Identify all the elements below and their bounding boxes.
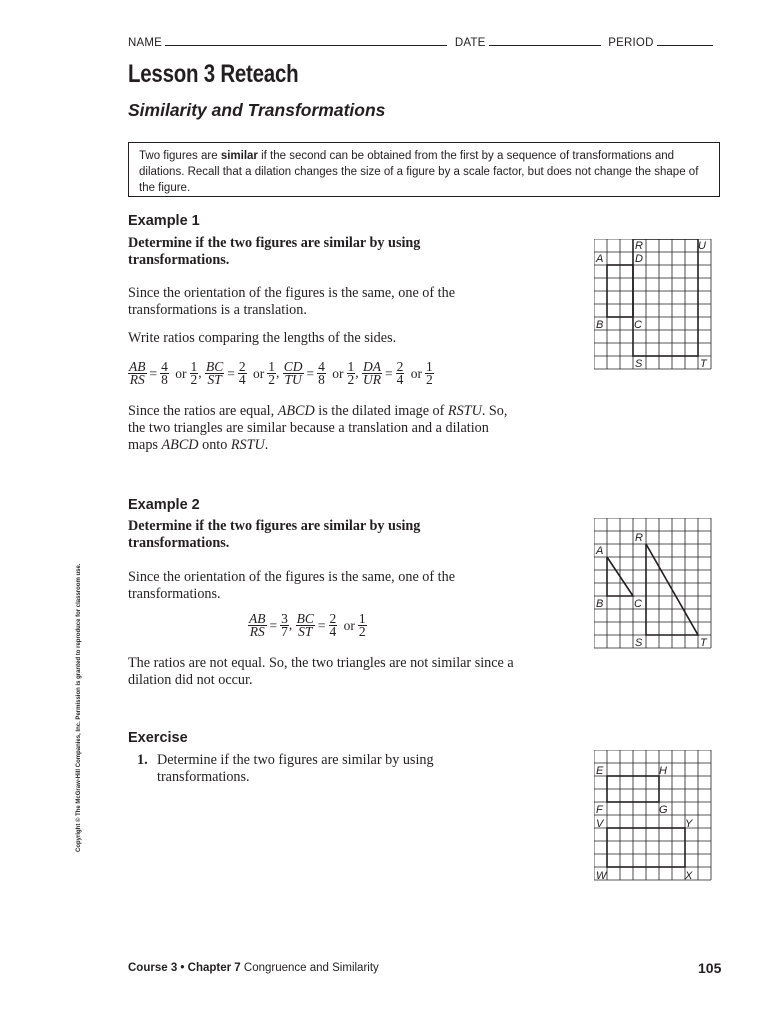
date-field[interactable] [489,34,601,46]
ratio-num: 4 [318,359,325,374]
example2-conclusion: The ratios are not equal. So, the two triangles are not similar since a dilation did not occur. [128,655,514,688]
or-word: or [332,365,344,381]
ratio-den: ST [298,624,313,639]
date-label: DATE [454,37,486,49]
label-u: U [698,240,706,252]
label-d: D [635,253,643,265]
or-word: or [343,617,355,633]
label-b: B [596,319,604,331]
period-label: PERIOD [608,37,654,49]
label-c: C [634,598,642,610]
label-v: V [596,818,604,830]
ratio-num: 1 [347,359,355,374]
ratio-bc-st: $\frac{BC}{ST}$ = $\frac{2}{4}$ or $\frac{1}{2}$ [296,611,366,639]
example2-graph [594,518,722,649]
footer-chapter-title: Congruence and Similarity [243,962,379,974]
conclusion-var: RSTU [447,403,482,419]
ratio-num: AB [249,611,266,626]
conclusion-var: RSTU [230,437,265,453]
label-a: A [596,545,604,557]
label-y: Y [685,818,693,830]
ratio-den: ST [207,372,222,387]
example2-heading: Example 2 [128,497,200,513]
label-r: R [635,240,643,252]
ratio-den: RS [129,372,145,387]
footer-chapter: Chapter 7 [187,962,241,974]
example2-prompt: Determine if the two figures are similar by using transformations. [128,518,421,551]
label-g: G [659,804,668,816]
exercise-text: Determine if the two figures are similar by using transformations. [157,752,434,785]
name-label: NAME [128,37,163,49]
header-bar [128,34,728,49]
definition-text-end: if the second can be obtained from the first by a sequence of transformations and dilations. Recall that a dilation changes the size of a figure by a scale factor, but does not change the shape of the figure. [139,150,699,194]
page-number: 105 [698,960,722,976]
label-c: C [634,319,642,331]
name-field[interactable] [165,34,447,46]
ratio-num: 2 [329,611,337,626]
ratio-num: 4 [161,359,168,374]
ratio-den: 4 [396,372,404,387]
copyright-notice: Copyright © The McGraw-Hill Companies, Inc. Permission is granted to reproduce for classroom use. [76,563,82,852]
ratio-num: 1 [426,359,433,374]
label-b: B [596,598,604,610]
ratio-den: 2 [347,372,355,387]
ratio-den: RS [249,624,265,639]
conclusion-var: ABCD [161,437,199,453]
ratio-den: 8 [161,372,168,387]
label-e: E [596,765,604,777]
or-word: or [410,365,423,381]
ratio-num: CD [283,359,303,374]
conclusion-text: . So, the two triangles are similar because a translation and a dilation maps [128,403,508,453]
grid [594,750,711,880]
conclusion-text: . [264,437,269,453]
example1-heading: Example 1 [128,213,200,229]
ratio-num: BC [296,611,314,626]
ratio-num: 1 [190,359,198,374]
page-title: Lesson 3 Reteach [128,60,299,88]
ratio-den: 4 [238,372,246,387]
label-r: R [635,532,643,544]
conclusion-var: ABCD [277,403,315,419]
ratio-bc-st: $\frac{BC}{ST}$ = $\frac{2}{4}$ or $\frac{1}{2}$ , [206,359,283,387]
ratio-cd-tu: $\frac{CD}{TU}$ = $\frac{4}{8}$ or $\frac{1}{2}$ , [283,359,363,387]
label-t: T [700,358,707,370]
example1-prompt: Determine if the two figures are similar by using transformations. [128,235,421,268]
label-a: A [596,253,604,265]
ratio-den: 8 [318,372,325,387]
ratio-num: AB [129,359,146,374]
example1-para2: Write ratios comparing the lengths of the sides. [128,330,397,346]
example2-para1: Since the orientation of the figures is the same, one of the transformations. [128,569,456,602]
definition-text-start: Two figures are [139,150,221,162]
ratio-den: 7 [281,624,288,639]
definition-box [128,142,720,197]
ratio-den: 2 [190,372,198,387]
footer [128,962,379,974]
or-word: or [253,365,265,381]
ratio-den: 2 [426,372,433,387]
label-t: T [700,637,707,649]
conclusion-text: onto [198,437,231,453]
exercise-graph [594,750,722,883]
page-subtitle: Similarity and Transformations [128,100,386,120]
ratio-num: 1 [268,359,276,374]
or-word: or [175,365,187,381]
ratio-num: 2 [238,359,246,374]
ratio-num: DA [363,359,382,374]
label-f: F [596,804,603,816]
footer-bullet: • [180,962,185,974]
ratio-ab-rs: $\frac{AB}{RS}$ = $\frac{3}{7}$ , [249,611,296,639]
example2-ratios [248,613,367,638]
grid [594,239,711,369]
conclusion-text: is the dilated image of [314,403,448,419]
label-h: H [659,765,667,777]
example1-ratios [128,361,434,386]
ratio-da-ur: $\frac{DA}{UR}$ = $\frac{2}{4}$ or $\frac{1}{2}$ [363,359,433,387]
ratio-den: 4 [329,624,337,639]
ratio-num: 1 [358,611,366,626]
footer-course: Course 3 [128,962,178,974]
exercise-heading: Exercise [128,730,188,746]
example1-conclusion [128,403,518,454]
conclusion-text: Since the ratios are equal, [128,403,278,419]
label-x: X [685,870,693,882]
ratio-den: UR [363,372,382,387]
ratio-num: 3 [281,611,288,626]
definition-term: similar [220,150,258,162]
example1-para1: Since the orientation of the figures is the same, one of the transformations is a translation. [128,285,456,318]
exercise-number: 1. [137,752,148,768]
label-s: S [635,637,643,649]
ratio-den: TU [284,372,302,387]
ratio-den: 2 [268,372,276,387]
ratio-den: 2 [358,624,366,639]
example1-graph [594,239,722,370]
label-s: S [635,358,643,370]
ratio-ab-rs: $\frac{AB}{RS}$ = $\frac{4}{8}$ or $\frac{1}{2}$ , [129,359,205,387]
ratio-num: 2 [396,359,404,374]
ratio-num: BC [206,359,224,374]
period-field[interactable] [657,34,713,46]
label-w: W [596,870,607,882]
